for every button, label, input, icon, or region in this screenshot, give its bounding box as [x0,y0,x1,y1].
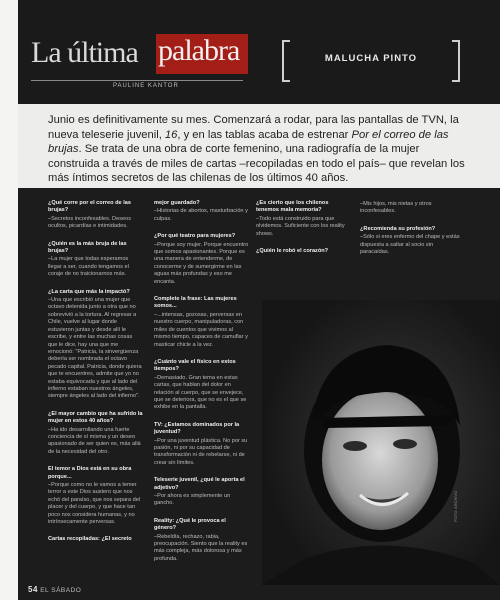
title-part-1: La última [31,36,138,69]
qa-item [154,233,249,286]
question: ¿Es cierto que los chilenos tenemos mala memoria? [256,200,329,214]
intro-italic-2: Por el correo de las brujas [48,128,449,155]
answer: –Sólo si eres enfermo del chape y estás dispuesta a saltar al socio sin paracaídas. [360,234,460,256]
column-1 [48,200,143,554]
qa-item [154,359,249,412]
question: TV: ¿Estamos dominados por la juventud? [154,421,240,436]
qa-item [48,536,143,543]
intro-text-2: , y en las tablas acaba de estrenar [177,128,352,141]
question: ¿El mayor cambio que ha sufrido la mujer en estos 40 años? [48,410,143,425]
question: ¿Recomienda su profesión? [360,225,436,232]
answer: –Porque como no le vamos a temer terror a este Dios austero que nos echó del paraíso, que nos separa del placer y del cuerpo, y que hace tan poco nos considera humanas, y no intrínsecamente perversas. [48,482,141,526]
answer: –Por ahora es simplemente un gancho. [154,493,231,507]
bracket-right [452,40,460,82]
answer: –Ha ido desarrollando una fuerte conciencia de sí misma y un deseo apasionado de ser quien es, más allá de la necesidad del otro. [48,426,141,455]
author-byline: PAULINE KANTOR [113,83,179,89]
section-title [25,30,250,89]
answer: –Rebeldía, rechazo, rabia, preocupación. Siento que la reality es más compleja, más dolorosa y más profunda. [154,533,248,562]
qa-item [48,466,143,526]
column-2 [154,200,249,573]
portrait-photo [262,300,500,585]
qa-item [360,201,460,216]
intro-text-1: Junio es definitivamente su mes. Comenzará a rodar, para las pantallas de TVN, la nueva teleserie juvenil, [48,114,459,141]
question: Complete la frase: Las mujeres somos... [154,296,237,310]
qa-item [154,518,249,563]
answer: –...intensas, gozosas, perversas en nuestro cuerpo, manipuladoras, con miles de cuentos que vivimos al mismo tiempo, capaces de camuflar y masticar chicle a la vez. [154,311,248,348]
publication-name: EL SÁBADO [40,587,82,594]
question: ¿Quién le robó el corazón? [256,248,329,255]
qa-item [48,289,143,401]
question: ¿Qué corre por el correo de las brujas? [48,200,132,214]
title-part-2: palabra [158,34,240,67]
intro-paragraph [48,113,468,186]
question: mejor guardado? [154,200,200,206]
question: ¿Quién es la más bruja de las brujas? [48,240,127,255]
qa-item [154,422,249,467]
qa-item [48,241,143,279]
question: El temor a Dios está en su obra porque... [48,466,132,480]
answer: –Por una juventud plástica. No por su pasión, ni por su capacidad de transformación ni de rebelarse, ni de crear sin límites. [154,437,248,466]
answer: –Porque soy mujer. Porque encuentro que somos apasionantes. Porque es una manera de entenderme, de conocerme y de sumergirme en las aguas más profundas y eso me encanta. [154,241,249,285]
answer: –Demasiado. Gran tema en estas cartas, que hablan del dolor en relación al cuerpo, que se envejece, que se deteriora, que no es el que se exhibe en la pantalla. [154,374,247,411]
intro-text-3: . Se trata de una obra de corte femenino, una radiografía de la mujer construida a través de miles de cartas –recopiladas en todo el país– que revelan los más íntimos secretos de las chilenas de los últimos 40 años. [48,143,465,184]
column-3 [256,200,351,265]
qa-item [256,248,351,255]
column-4 [360,200,460,266]
qa-item [154,200,249,223]
intro-italic-1: 16 [164,128,178,141]
qa-item [154,477,249,508]
answer: –Mis hijos, mis nietas y otros inconfesables. [360,201,432,215]
question: Teleserie juvenil, ¿qué le aporta el adjetivo? [154,477,245,491]
answer: –La mujer que todas esperamos llegar a ser, cuando tengamos el coraje de no traicionarnos más. [48,256,129,278]
page-margin [0,0,18,600]
interviewee-name: MALUCHA PINTO [324,53,418,64]
bracket-left [282,40,290,82]
page-footer [28,585,81,594]
answer: –Secretos inconfesables. Deseos ocultos, picardías e intimidades. [48,215,132,230]
answer: –Historias de abortos, masturbación y culpas. [154,208,248,222]
question: Reality: ¿Qué le provoca el género? [154,517,226,532]
photo-credit: FOTO: ARCHIVO [453,490,458,522]
question: ¿Por qué teatro para mujeres? [154,233,236,240]
qa-item [48,200,143,231]
answer: –Una que escribió una mujer que octavo detenida junto a otra que no sobrevivió a la tortura. Al regresar a Chile, vuelve al lugar donde estuvieron juntas y desde allí le escribe, y entre las muchas cosas que le dice, hay una que me emocionó: "Patricia, la sinvergüenza debería ser nombrada el octavo pecado capital. Patricia, donde quiera que te encuentres, admite que yo no estaba equivocada y que al lado del infierno estaban nuestros ángeles, siempre ángeles al lado del infierno". [48,297,142,400]
qa-item [360,226,460,257]
qa-item [154,296,249,349]
answer: –Todo está construido para que olvidemos. Suficiente con los reality shows. [256,215,345,237]
qa-item [256,200,351,238]
question: Cartas recopiladas: ¿El secreto [48,536,132,543]
question: ¿Cuánto vale el físico en estos tiempos? [154,358,236,373]
title-rule [31,80,243,81]
page-number: 54 [28,585,38,594]
qa-item [48,411,143,456]
question: ¿La carta que más la impactó? [48,288,130,295]
